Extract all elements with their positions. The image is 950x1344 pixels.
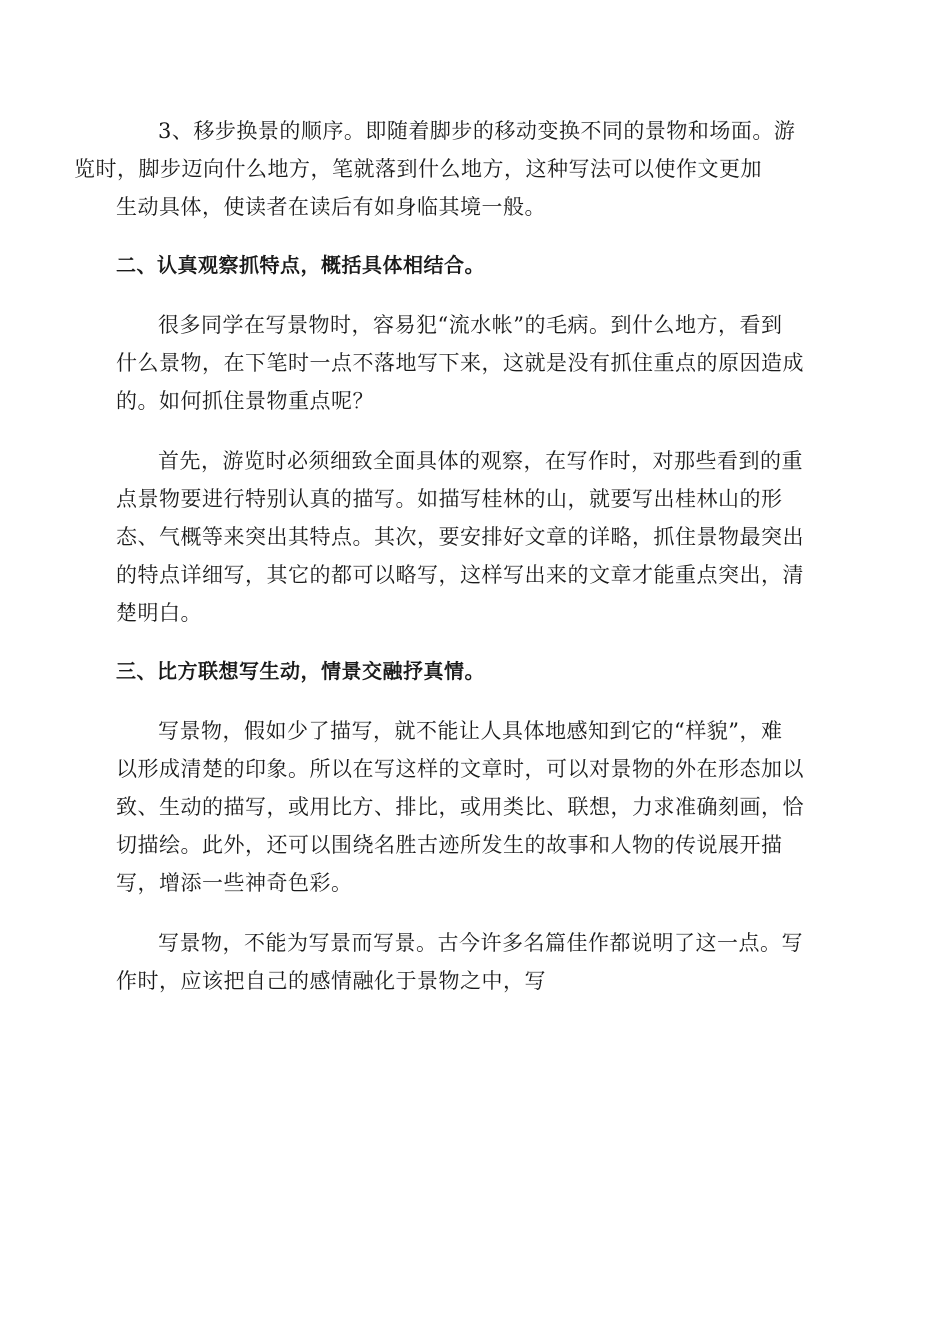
paragraph-line: 致、生动的描写，或用比方、排比，或用类比、联想，力求准确刻画，恰 [116, 795, 804, 819]
paragraph-line: 写景物，假如少了描写，就不能让人具体地感知到它的“样貌”，难 [158, 719, 783, 743]
paragraph-emotion-in-scenery [116, 924, 834, 1000]
paragraph-line: 3、移步换景的顺序。即随着脚步的移动变换不同的景物和场面。游 [158, 119, 796, 143]
paragraph-line: 很多同学在写景物时，容易犯“流水帐”的毛病。到什么地方，看到 [158, 313, 783, 337]
section-heading-2: 二、认真观察抓特点，概括具体相结合。 [116, 253, 485, 277]
paragraph-line: 切描绘。此外，还可以围绕名胜古迹所发生的故事和人物的传说展开描 [116, 833, 783, 857]
paragraph-line: 什么景物，在下笔时一点不落地写下来，这就是没有抓住重点的原因造成 [116, 351, 804, 375]
paragraph-line: 首先，游览时必须细致全面具体的观察，在写作时，对那些看到的重 [158, 449, 803, 473]
paragraph-describe-vividly [116, 712, 834, 902]
paragraph-line: 写，增添一些神奇色彩。 [116, 871, 353, 895]
section-heading-3: 三、比方联想写生动，情景交融抒真情。 [116, 659, 485, 683]
paragraph-line: 写景物，不能为写景而写景。古今许多名篇佳作都说明了这一点。写 [158, 931, 803, 955]
paragraph-step-scenery-order [74, 112, 834, 226]
paragraph-line: 的。如何抓住景物重点呢？ [116, 389, 374, 413]
paragraph-line: 以形成清楚的印象。所以在写这样的文章时，可以对景物的外在形态加以 [116, 757, 804, 781]
paragraph-line: 的特点详细写，其它的都可以略写，这样写出来的文章才能重点突出，清 [116, 563, 804, 587]
paragraph-line: 态、气概等来突出其特点。其次，要安排好文章的详略，抓住景物最突出 [116, 525, 804, 549]
document-page [74, 112, 834, 1022]
paragraph-line: 览时，脚步迈向什么地方，笔就落到什么地方，这种写法可以使作文更加 [74, 157, 762, 181]
paragraph-line: 点景物要进行特别认真的描写。如描写桂林的山，就要写出桂林山的形 [116, 487, 783, 511]
paragraph-line: 生动具体，使读者在读后有如身临其境一般。 [116, 195, 546, 219]
paragraph-observe-details [116, 442, 834, 632]
paragraph-running-account [116, 306, 834, 420]
paragraph-line: 作时，应该把自己的感情融化于景物之中，写 [116, 969, 546, 993]
paragraph-line: 楚明白。 [116, 601, 202, 625]
